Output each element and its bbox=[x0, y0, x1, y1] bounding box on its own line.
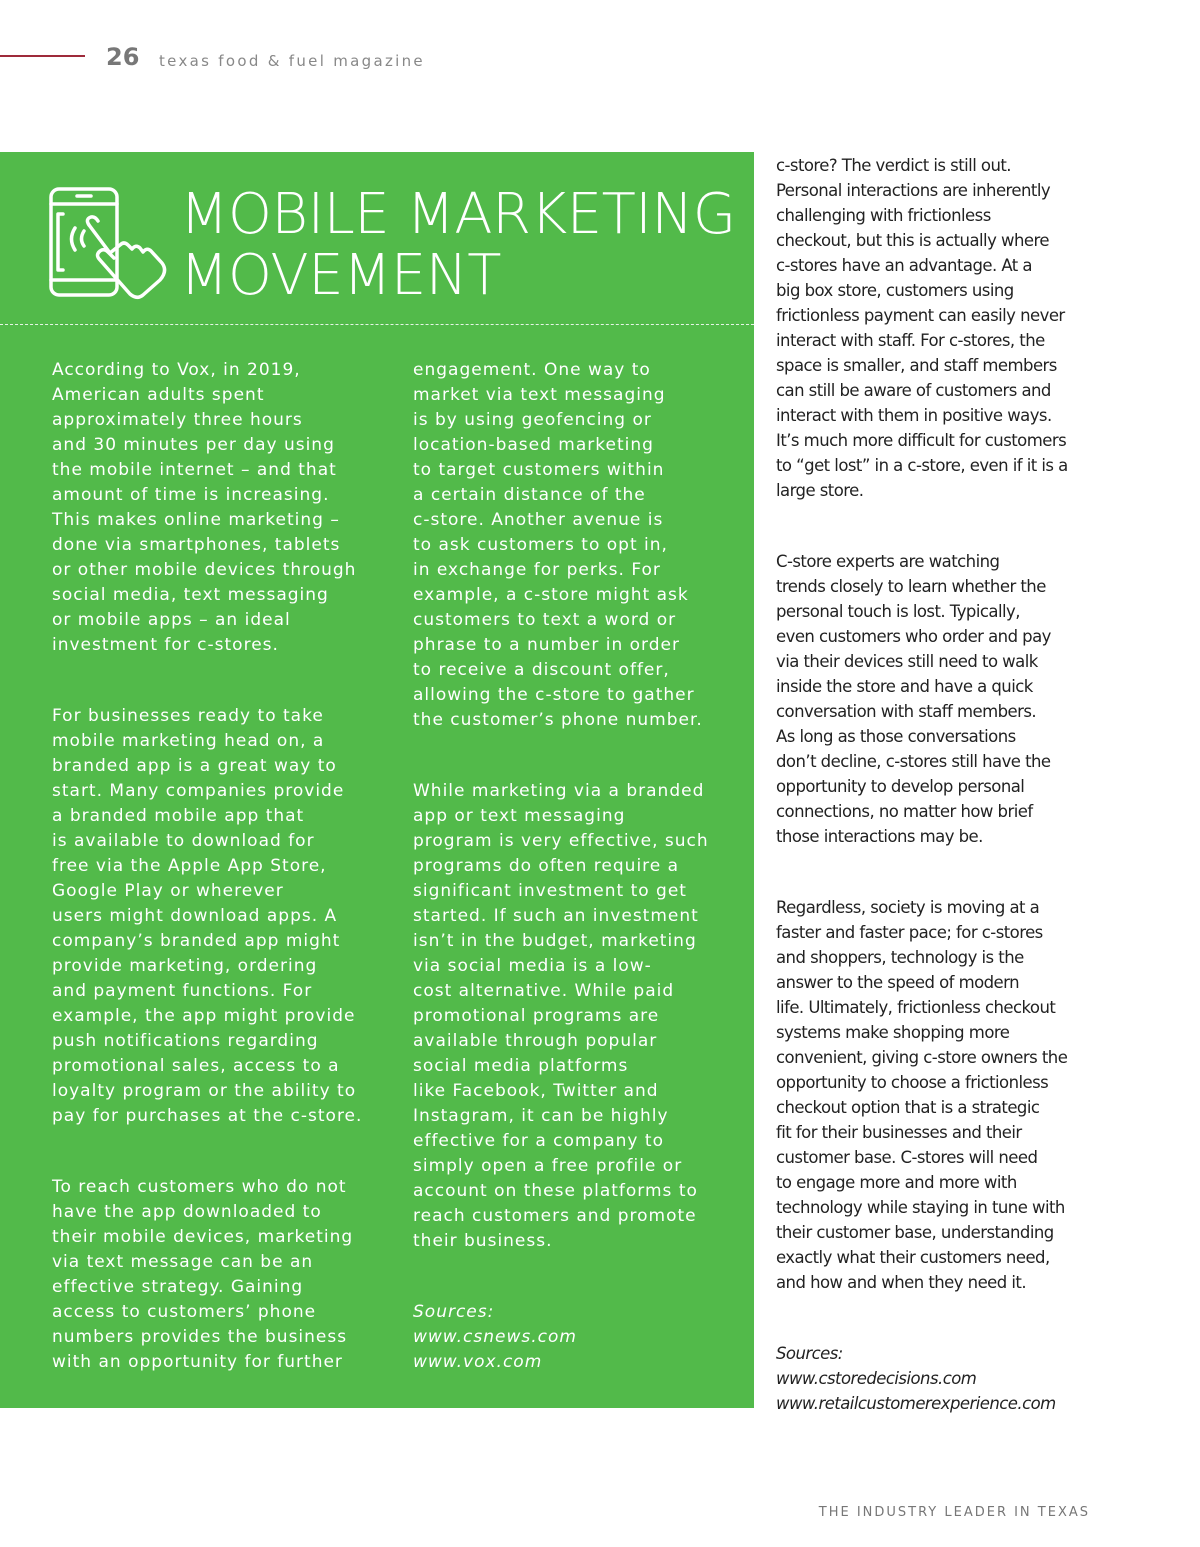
text-line: promotional programs are bbox=[413, 1006, 660, 1026]
text-line: For businesses ready to take bbox=[52, 706, 324, 726]
text-line: branded app is a great way to bbox=[52, 756, 337, 776]
text-line: and 30 minutes per day using bbox=[52, 435, 335, 455]
right-sources bbox=[776, 1341, 1111, 1416]
col2-paragraph-2 bbox=[413, 779, 743, 1254]
text-line: conversation with staff members. bbox=[776, 702, 1037, 721]
text-line: www.retailcustomerexperience.com bbox=[776, 1394, 1056, 1413]
text-line: via text message can be an bbox=[52, 1252, 314, 1272]
article-column-1 bbox=[52, 358, 382, 1375]
text-line: app or text messaging bbox=[413, 806, 626, 826]
text-line: promotional sales, access to a bbox=[52, 1056, 340, 1076]
page-number: 26 bbox=[106, 43, 140, 71]
text-line: users might download apps. A bbox=[52, 906, 338, 926]
text-line: According to Vox, in 2019, bbox=[52, 360, 301, 380]
text-line: checkout option that is a strategic bbox=[776, 1098, 1040, 1117]
text-line: To reach customers who do not bbox=[52, 1177, 347, 1197]
col2-sources bbox=[413, 1300, 743, 1375]
text-line: Personal interactions are inherently bbox=[776, 181, 1051, 200]
text-line: approximately three hours bbox=[52, 410, 303, 430]
text-line: frictionless payment can easily never bbox=[776, 306, 1065, 325]
text-line: or other mobile devices through bbox=[52, 560, 357, 580]
text-line: their customer base, understanding bbox=[776, 1223, 1054, 1242]
text-line: example, a c-store might ask bbox=[413, 585, 689, 605]
text-line: interact with them in positive ways. bbox=[776, 406, 1052, 425]
text-line: those interactions may be. bbox=[776, 827, 983, 846]
text-line: faster and faster pace; for c-stores bbox=[776, 923, 1043, 942]
text-line: amount of time is increasing. bbox=[52, 485, 330, 505]
text-line: location-based marketing bbox=[413, 435, 654, 455]
right-paragraph-3 bbox=[776, 895, 1111, 1295]
text-line: life. Ultimately, frictionless checkout bbox=[776, 998, 1056, 1017]
text-line: started. If such an investment bbox=[413, 906, 699, 926]
text-line: simply open a free profile or bbox=[413, 1156, 683, 1176]
text-line: a branded mobile app that bbox=[52, 806, 305, 826]
text-line: engagement. One way to bbox=[413, 360, 651, 380]
text-line: While marketing via a branded bbox=[413, 781, 705, 801]
text-line: phrase to a number in order bbox=[413, 635, 680, 655]
title-line-2: MOVEMENT bbox=[180, 243, 501, 308]
footer-tagline: THE INDUSTRY LEADER IN TEXAS bbox=[818, 1505, 1090, 1520]
article-title bbox=[180, 184, 750, 306]
text-line: convenient, giving c-store owners the bbox=[776, 1048, 1068, 1067]
text-line: their business. bbox=[413, 1231, 553, 1251]
text-line: C-store experts are watching bbox=[776, 552, 1000, 571]
text-line: c-store. Another avenue is bbox=[413, 510, 664, 530]
right-paragraph-2 bbox=[776, 549, 1111, 849]
text-line: effective strategy. Gaining bbox=[52, 1277, 304, 1297]
magazine-title: texas food & fuel magazine bbox=[159, 52, 425, 70]
text-line: allowing the c-store to gather bbox=[413, 685, 695, 705]
text-line: inside the store and have a quick bbox=[776, 677, 1033, 696]
text-line: and shoppers, technology is the bbox=[776, 948, 1024, 967]
text-line: reach customers and promote bbox=[413, 1206, 697, 1226]
text-line: done via smartphones, tablets bbox=[52, 535, 341, 555]
text-line: As long as those conversations bbox=[776, 727, 1016, 746]
text-line: effective for a company to bbox=[413, 1131, 664, 1151]
text-line: don’t decline, c-stores still have the bbox=[776, 752, 1051, 771]
right-paragraph-1 bbox=[776, 153, 1111, 503]
text-line: Sources: bbox=[776, 1344, 843, 1363]
text-line: programs do often require a bbox=[413, 856, 680, 876]
text-line: Google Play or wherever bbox=[52, 881, 284, 901]
text-line: or mobile apps – an ideal bbox=[52, 610, 291, 630]
text-line: systems make shopping more bbox=[776, 1023, 1010, 1042]
text-line: mobile marketing head on, a bbox=[52, 731, 325, 751]
text-line: program is very effective, such bbox=[413, 831, 709, 851]
text-line: customers to text a word or bbox=[413, 610, 677, 630]
text-line: exactly what their customers need, bbox=[776, 1248, 1050, 1267]
text-line: www.csnews.com bbox=[413, 1327, 577, 1347]
text-line: investment for c-stores. bbox=[52, 635, 279, 655]
text-line: their mobile devices, marketing bbox=[52, 1227, 354, 1247]
text-line: technology while staying in tune with bbox=[776, 1198, 1065, 1217]
text-line: a certain distance of the bbox=[413, 485, 646, 505]
text-line: company’s branded app might bbox=[52, 931, 341, 951]
text-line: via their devices still need to walk bbox=[776, 652, 1038, 671]
text-line: in exchange for perks. For bbox=[413, 560, 661, 580]
text-line: customer base. C-stores will need bbox=[776, 1148, 1038, 1167]
text-line: social media, text messaging bbox=[52, 585, 329, 605]
text-line: connections, no matter how brief bbox=[776, 802, 1033, 821]
text-line: the customer’s phone number. bbox=[413, 710, 703, 730]
text-line: to ask customers to opt in, bbox=[413, 535, 668, 555]
text-line: www.cstoredecisions.com bbox=[776, 1369, 977, 1388]
text-line: trends closely to learn whether the bbox=[776, 577, 1046, 596]
text-line: like Facebook, Twitter and bbox=[413, 1081, 659, 1101]
article-column-2 bbox=[413, 358, 743, 1375]
col2-paragraph-1 bbox=[413, 358, 743, 733]
text-line: the mobile internet – and that bbox=[52, 460, 337, 480]
text-line: pay for purchases at the c-store. bbox=[52, 1106, 363, 1126]
text-line: via social media is a low- bbox=[413, 956, 652, 976]
text-line: can still be aware of customers and bbox=[776, 381, 1051, 400]
title-divider bbox=[0, 324, 754, 325]
text-line: Instagram, it can be highly bbox=[413, 1106, 669, 1126]
text-line: cost alternative. While paid bbox=[413, 981, 675, 1001]
title-line-1: MOBILE MARKETING bbox=[180, 182, 736, 247]
text-line: access to customers’ phone bbox=[52, 1302, 317, 1322]
text-line: large store. bbox=[776, 481, 864, 500]
text-line: challenging with frictionless bbox=[776, 206, 991, 225]
text-line: Sources: bbox=[413, 1302, 495, 1322]
text-line: free via the Apple App Store, bbox=[52, 856, 327, 876]
text-line: and payment functions. For bbox=[52, 981, 313, 1001]
col1-paragraph-3 bbox=[52, 1175, 382, 1375]
text-line: and how and when they need it. bbox=[776, 1273, 1027, 1292]
text-line: even customers who order and pay bbox=[776, 627, 1051, 646]
text-line: start. Many companies provide bbox=[52, 781, 345, 801]
text-line: big box store, customers using bbox=[776, 281, 1014, 300]
text-line: is by using geofencing or bbox=[413, 410, 652, 430]
header-rule bbox=[0, 55, 85, 57]
text-line: significant investment to get bbox=[413, 881, 687, 901]
text-line: American adults spent bbox=[52, 385, 265, 405]
text-line: to receive a discount offer, bbox=[413, 660, 670, 680]
text-line: opportunity to choose a frictionless bbox=[776, 1073, 1049, 1092]
text-line: is available to download for bbox=[52, 831, 315, 851]
col1-paragraph-2 bbox=[52, 704, 382, 1129]
text-line: have the app downloaded to bbox=[52, 1202, 322, 1222]
text-line: checkout, but this is actually where bbox=[776, 231, 1049, 250]
text-line: Regardless, society is moving at a bbox=[776, 898, 1040, 917]
text-line: example, the app might provide bbox=[52, 1006, 356, 1026]
text-line: space is smaller, and staff members bbox=[776, 356, 1057, 375]
text-line: numbers provides the business bbox=[52, 1327, 348, 1347]
text-line: isn’t in the budget, marketing bbox=[413, 931, 697, 951]
text-line: available through popular bbox=[413, 1031, 658, 1051]
text-line: This makes online marketing – bbox=[52, 510, 340, 530]
text-line: fit for their businesses and their bbox=[776, 1123, 1022, 1142]
text-line: interact with staff. For c-stores, the bbox=[776, 331, 1045, 350]
text-line: to “get lost” in a c-store, even if it is a bbox=[776, 456, 1068, 475]
text-line: opportunity to develop personal bbox=[776, 777, 1025, 796]
text-line: loyalty program or the ability to bbox=[52, 1081, 357, 1101]
text-line: c-stores have an advantage. At a bbox=[776, 256, 1032, 275]
text-line: to engage more and more with bbox=[776, 1173, 1017, 1192]
text-line: It’s much more difficult for customers bbox=[776, 431, 1067, 450]
text-line: with an opportunity for further bbox=[52, 1352, 343, 1372]
text-line: provide marketing, ordering bbox=[52, 956, 318, 976]
text-line: answer to the speed of modern bbox=[776, 973, 1020, 992]
text-line: push notifications regarding bbox=[52, 1031, 319, 1051]
text-line: social media platforms bbox=[413, 1056, 629, 1076]
right-column bbox=[776, 153, 1111, 1416]
text-line: market via text messaging bbox=[413, 385, 666, 405]
text-line: www.vox.com bbox=[413, 1352, 543, 1372]
text-line: personal touch is lost. Typically, bbox=[776, 602, 1020, 621]
col1-paragraph-1 bbox=[52, 358, 382, 658]
text-line: account on these platforms to bbox=[413, 1181, 698, 1201]
text-line: to target customers within bbox=[413, 460, 665, 480]
phone-tap-icon bbox=[44, 183, 169, 301]
text-line: c-store? The verdict is still out. bbox=[776, 156, 1012, 175]
